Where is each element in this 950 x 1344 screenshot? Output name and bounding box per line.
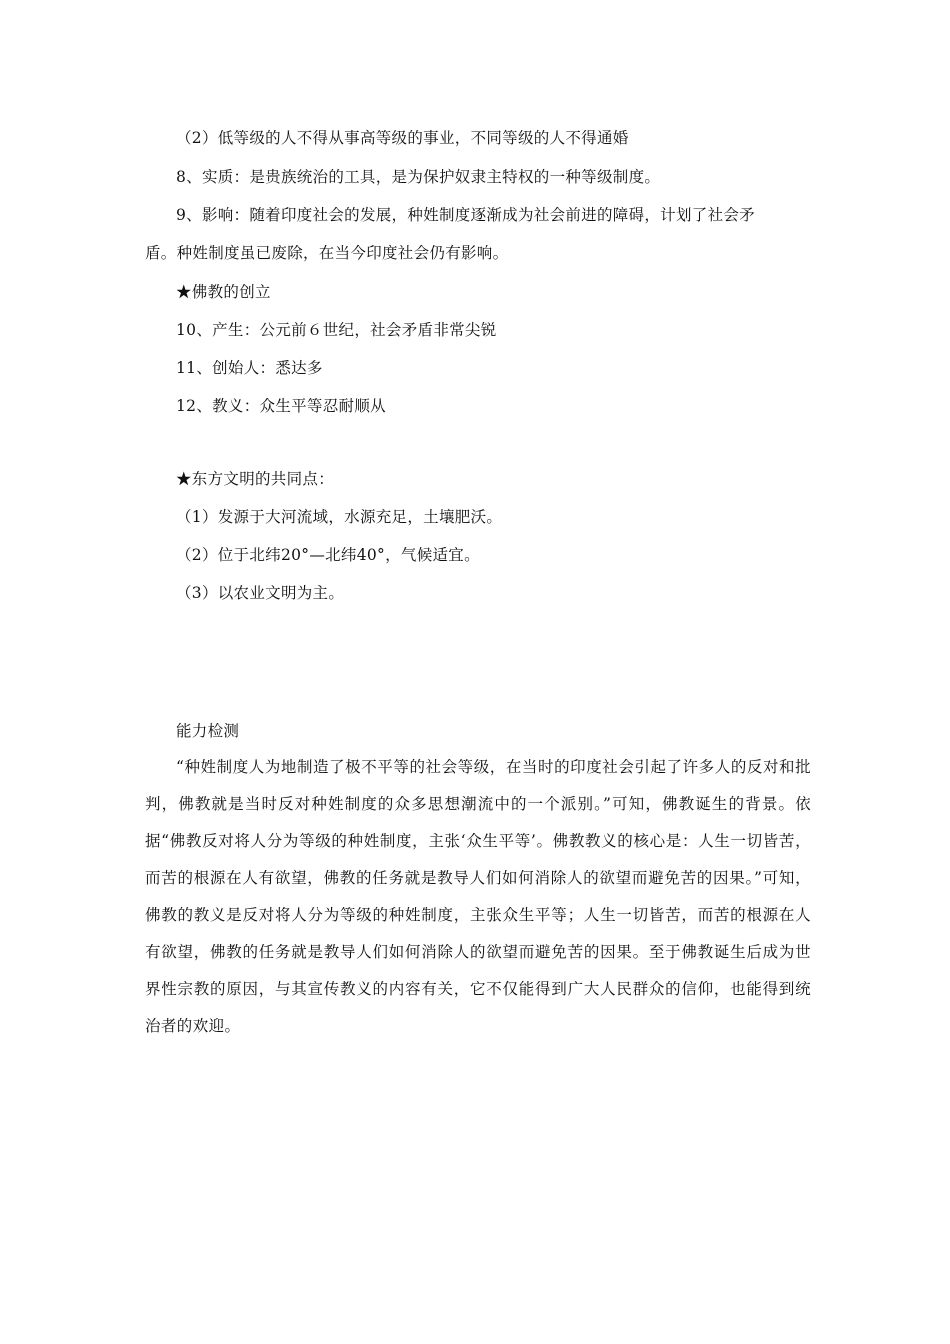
text-line-origin: 10、产生：公元前６世纪，社会矛盾非常尖锐 <box>176 321 497 339</box>
text-line-caste-rule-2: （2）低等级的人不得从事高等级的事业，不同等级的人不得通婚 <box>176 129 629 147</box>
section-heading-ability-test: 能力检测 <box>176 722 240 740</box>
text-line-common-2: （2）位于北纬20°—北纬40°，气候适宜。 <box>176 546 480 564</box>
section-heading-buddhism: ★佛教的创立 <box>176 283 271 301</box>
text-line-influence: 9、影响：随着印度社会的发展，种姓制度逐渐成为社会前进的障碍，计划了社会矛 <box>176 206 755 224</box>
text-line-doctrine: 12、教义：众生平等忍耐顺从 <box>176 397 386 415</box>
text-line-common-3: （3）以农业文明为主。 <box>176 584 345 602</box>
analysis-paragraph-text: “种姓制度人为地制造了极不平等的社会等级，在当时的印度社会引起了许多人的反对和批判，佛教就是当时反对种姓制度的众多思想潮流中的一个派别。”可知，佛教诞生的背景。依据“佛教反对将人分为等级的种姓制度，主张‘众生平等’。佛教教义的核心是：人生一切皆苦，而苦的根源在人有欲望，佛教的任务就是教导人们如何消除人的欲望而避免苦的因果。”可知，佛教的教义是反对将人分为等级的种姓制度，主张众生平等；人生一切皆苦，而苦的根源在人有欲望，佛教的任务就是教导人们如何消除人的欲望而避免苦的因果。至于佛教诞生后成为世界性宗教的原因，与其宣传教义的内容有关，它不仅能得到广大人民群众的信仰，也能得到统治者的欢迎。 <box>145 758 811 1035</box>
text-line-founder: 11、创始人：悉达多 <box>176 359 323 377</box>
text-line-essence: 8、实质：是贵族统治的工具，是为保护奴隶主特权的一种等级制度。 <box>176 168 661 186</box>
analysis-paragraph <box>145 749 811 1045</box>
text-line-influence-cont: 盾。种姓制度虽已废除，在当今印度社会仍有影响。 <box>145 244 509 262</box>
section-heading-eastern-civilization: ★东方文明的共同点： <box>176 470 335 488</box>
text-line-common-1: （1）发源于大河流域，水源充足，土壤肥沃。 <box>176 508 503 526</box>
